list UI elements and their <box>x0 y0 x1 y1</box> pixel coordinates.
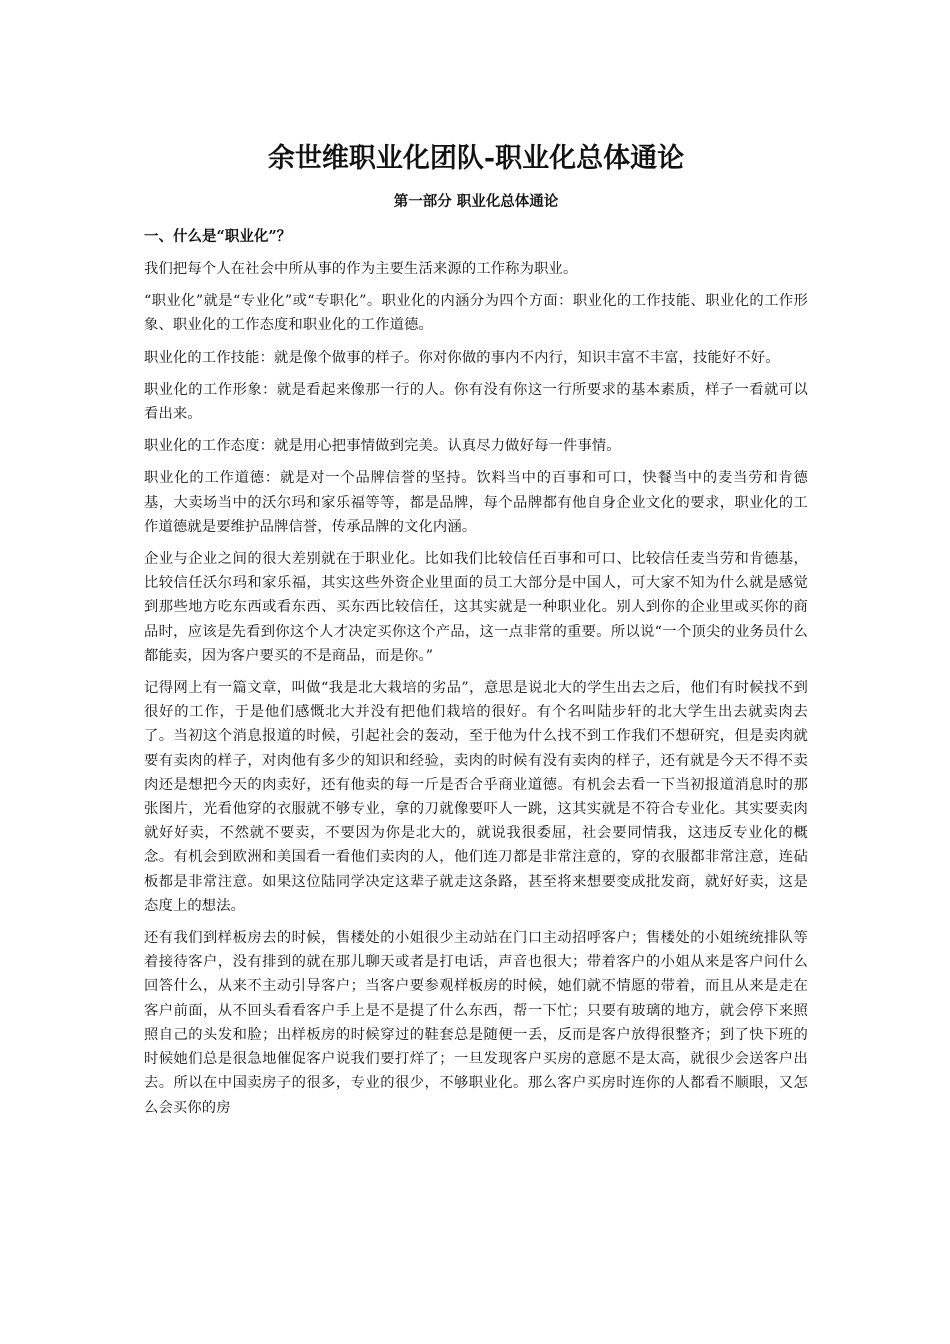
document-body <box>144 257 808 1128</box>
section-heading: 一、什么是“职业化”？ <box>144 228 292 245</box>
paragraph-work-ethics: 职业化的工作道德：就是对一个品牌信誉的坚持。饮料当中的百事和可口，快餐当中的麦当劳和肯德基，大卖场当中的沃尔玛和家乐福等等，都是品牌，每个品牌都有他自身企业文化的要求，职业化的工作道德就是要维护品牌信誉，传承品牌的文化内涵。 <box>144 470 808 535</box>
document-title: 余世维职业化团队-职业化总体通论 <box>267 143 685 174</box>
paragraph-enterprise-difference: 企业与企业之间的很大差别就在于职业化。比如我们比较信任百事和可口、比较信任麦当劳和肯德基，比较信任沃尔玛和家乐福，其实这些外资企业里面的员工大部分是中国人，可大家不知为什么就是感觉到那些地方吃东西或看东西、买东西比较信任，这其实就是一种职业化。别人到你的企业里或买你的商品时，应该是先看到你这个人才决定买你这个产品，这一点非常的重要。所以说“一个顶尖的业务员什么都能卖，因为客户要买的不是商品，而是你。” <box>144 551 808 664</box>
paragraph-work-skills: 职业化的工作技能：就是像个做事的样子。你对你做的事内不内行，知识丰富不丰富，技能好不好。 <box>144 349 780 366</box>
paragraph-professionalization: “职业化”就是“专业化”或“专职化”。职业化的内涵分为四个方面：职业化的工作技能、职业化的工作形象、职业化的工作态度和职业化的工作道德。 <box>144 293 808 334</box>
paragraph-peking-story: 记得网上有一篇文章，叫做“我是北大栽培的劣品”，意思是说北大的学生出去之后，他们有时候找不到很好的工作，于是他们感慨北大并没有把他们栽培的很好。有个名叫陆步轩的北大学生出去就卖肉去了。当初这个消息报道的时候，引起社会的轰动，至于他为什么找不到工作我们不想研究，但是卖肉就要有卖肉的样子，对肉他有多少的知识和经验，卖肉的时候有没有卖肉的样子，还有就是今天不得不卖肉还是想把今天的肉卖好，还有他卖的每一斤是否合乎商业道德。有机会去看一下当初报道消息时的那张图片，光看他穿的衣服就不够专业，拿的刀就像要吓人一跳，这其实就是不符合专业化。其实要卖肉就好好卖，不然就不要卖，不要因为你是北大的，就说我很委屈，社会要同情我，这违反专业化的概念。有机会到欧洲和美国看一看他们卖肉的人，他们连刀都是非常注意的，穿的衣服都非常注意，连砧板都是非常注意。如果这位陆同学决定这辈子就走这条路，甚至将来想要变成批发商，就好好卖，这是态度上的想法。 <box>144 680 808 914</box>
paragraph-work-image: 职业化的工作形象：就是看起来像那一行的人。你有没有你这一行所要求的基本素质，样子一看就可以看出来。 <box>144 381 808 423</box>
paragraph-work-attitude: 职业化的工作态度：就是用心把事情做到完美。认真尽力做好每一件事情。 <box>144 438 621 455</box>
paragraph-definition: 我们把每个人在社会中所从事的作为主要生活来源的工作称为职业。 <box>144 261 578 277</box>
paragraph-sales-office: 还有我们到样板房去的时候，售楼处的小姐很少主动站在门口主动招呼客户；售楼处的小姐统统排队等着接待客户，没有排到的就在那儿聊天或者是打电话，声音也很大；带着客户的小姐从来是客户问什么回答什么，从来不主动引导客户；当客户要参观样板房的时候，她们就不情愿的带着，而且从来是走在客户前面，从不回头看看客户手上是不是提了什么东西，帮一下忙；只要有玻璃的地方，就会停下来照照自己的头发和脸；出样板房的时候穿过的鞋套总是随便一丢，反而是客户放得很整齐；到了快下班的时候她们总是很急地催促客户说我们要打烊了；一旦发现客户买房的意愿不是太高，就很少会送客户出去。所以在中国卖房子的很多，专业的很少，不够职业化。那么客户买房时连你的人都看不顺眼，又怎么会买你的房 <box>144 930 808 1116</box>
part-subtitle: 第一部分 职业化总体通论 <box>393 193 559 210</box>
